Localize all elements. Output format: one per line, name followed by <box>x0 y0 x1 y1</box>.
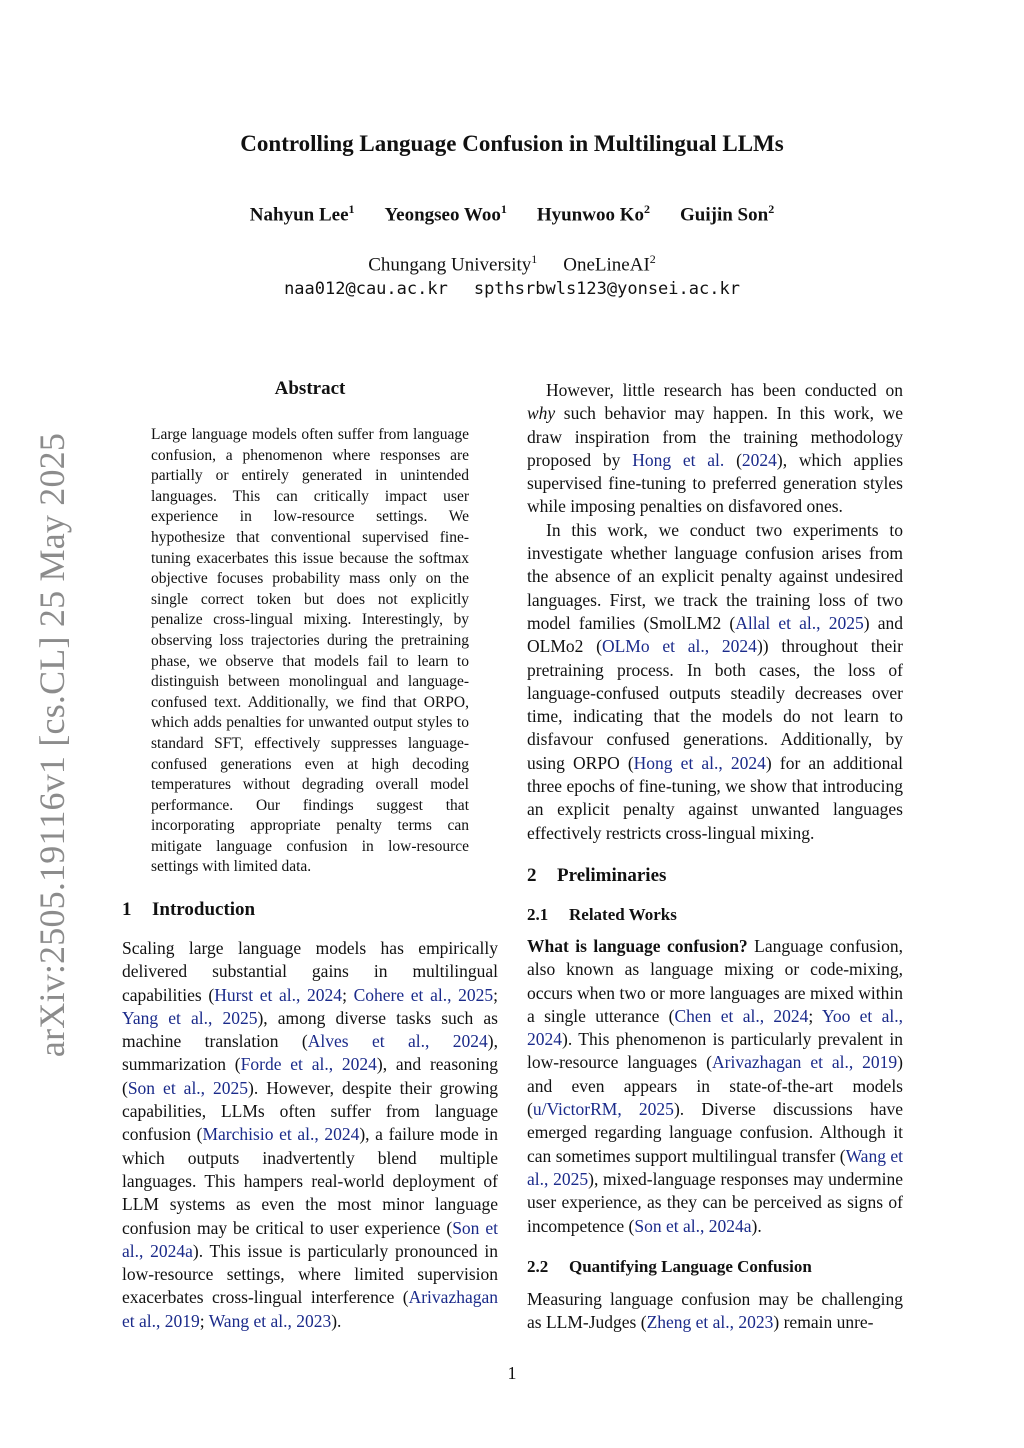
introduction-continued <box>527 379 903 845</box>
abstract-text: Large language models often suffer from language confusion, a phenomenon where responses are partially or entirely generated in unintended languages. This can critically impact user experience in low-resource settings. We hypothesize that conventional supervised fine-tuning exacerbates this issue because the softmax objective focuses probability mass only on the single correct token but does not explicitly penalize cross-lingual mixing. Interestingly, by observing loss trajectories during the pretraining phase, we observe that models fail to learn to distinguish between monolingual and language-confused text. Additionally, we find that ORPO, which adds penalties for unwanted output styles to standard SFT, effectively suppresses language-confused generations even at high decoding temperatures without degrading overall model performance. Our findings suggest that incorporating appropriate penalty terms can mitigate language confusion in low-resource settings with limited data. <box>151 426 469 876</box>
paragraph: However, little research has been conducted on why such behavior may happen. In this work, we draw inspiration from the training methodology proposed by Hong et al. (2024), which applies supervised fine-tuning to preferred generation styles while imposing penalties on disfavored ones. <box>527 380 903 517</box>
author: Hyunwoo Ko$^2$ <box>536 202 650 226</box>
citation-link[interactable]: Wang et al., 2023 <box>208 1310 332 1331</box>
citation-link[interactable]: Hong et al. <box>632 449 725 470</box>
citation-link[interactable]: OLMo et al., 2024 <box>601 636 757 657</box>
author-list <box>0 202 1024 226</box>
citation-link[interactable]: Zheng et al., 2023 <box>646 1312 774 1333</box>
citation-link[interactable]: Yang et al., 2025 <box>122 1007 258 1028</box>
affiliation: OneLineAI$^2$ <box>563 252 656 276</box>
citation-link[interactable]: Arivazhagan et al., 2019 <box>712 1052 898 1073</box>
citation-link[interactable]: Yoo et al., 2024 <box>527 1005 903 1050</box>
section-heading-introduction: 1 Introduction <box>122 899 256 920</box>
author: Guijin Son$^2$ <box>680 202 775 226</box>
abstract-heading: Abstract <box>274 378 346 399</box>
affiliation: Chungang University$^1$ <box>368 252 538 276</box>
author: Yeongseo Woo$^1$ <box>384 202 507 226</box>
citation-link[interactable]: Hong et al., 2024 <box>633 752 766 773</box>
citation-link[interactable]: u/VictorRM, 2025 <box>532 1099 674 1120</box>
introduction-paragraph: Scaling large language models has empirically delivered substantial gains in multilingual capabilities (Hurst et al., 2024; Cohere et al., 2025; Yang et al., 2025), among diverse tasks such as machine translation (Alves et al., 2024), summarization (Forde et al., 2024), and reasoning (Son et al., 2025). However, despite their growing capabilities, LLMs often suffer from language confusion (Marchisio et al., 2024), a failure mode in which outputs inadvertently blend multiple languages. This hampers real-world deployment of LLM systems as even the most minor language confusion may be critical to user experience (Son et al., 2024a). This issue is particularly pronounced in low-resource settings, where limited supervision exacerbates cross-lingual interference (Arivazhagan et al., 2019; Wang et al., 2023). <box>122 938 498 1331</box>
emails <box>0 279 1024 299</box>
citation-link[interactable]: Alves et al., 2024 <box>307 1031 488 1052</box>
citation-link[interactable]: Marchisio et al., 2024 <box>202 1124 360 1145</box>
citation-link[interactable]: Chen et al., 2024 <box>674 1005 809 1026</box>
paragraph-title: What is language confusion? <box>527 936 748 956</box>
subsection-heading-quantifying: 2.2 Quantifying Language Confusion <box>527 1257 812 1276</box>
citation-link[interactable]: 2024 <box>741 449 777 470</box>
paragraph: In this work, we conduct two experiments to investigate whether language confusion arises from the absence of an explicit penalty against undesired languages. First, we track the training loss of two model families (SmolLM2 (Allal et al., 2025) and OLMo2 (OLMo et al., 2024)) throughout their pretraining process. In both cases, the loss of language-confused outputs steadily decreases over time, indicating that the models do not learn to disfavour confused generations. Additionally, by using ORPO (Hong et al., 2024) for an additional three epochs of fine-tuning, we show that introducing an explicit penalty against unwanted languages effectively restricts cross-lingual mixing. <box>527 519 904 843</box>
citation-link[interactable]: Son et al., 2024a <box>634 1215 752 1236</box>
affiliations <box>0 252 1024 276</box>
citation-link[interactable]: Son et al., 2024a <box>122 1217 498 1261</box>
section-heading-preliminaries: 2 Preliminaries <box>527 865 667 886</box>
paper-title: Controlling Language Confusion in Multilingual LLMs <box>240 131 784 156</box>
citation-link[interactable]: Hurst et al., 2024 <box>214 984 343 1005</box>
arxiv-stamp: arXiv:2505.19116v1 [cs.CL] 25 May 2025 <box>32 432 72 1058</box>
citation-link[interactable]: Arivazhagan et al., 2019 <box>122 1287 498 1331</box>
author: Nahyun Lee$^1$ <box>249 202 355 226</box>
subsection-heading-related-works: 2.1 Related Works <box>527 905 677 924</box>
citation-link[interactable]: Wang et al., 2025 <box>527 1145 903 1189</box>
quantifying-paragraph: Measuring language confusion may be challenging as LLM-Judges (Zheng et al., 2023) remain unre- <box>527 1289 903 1333</box>
email[interactable]: spthsrbwls123@yonsei.ac.kr <box>473 279 740 299</box>
citation-link[interactable]: Son et al., 2025 <box>127 1077 249 1098</box>
citation-link[interactable]: Forde et al., 2024 <box>240 1054 377 1075</box>
page-number: 1 <box>507 1363 517 1383</box>
citation-link[interactable]: Allal et al., 2025 <box>735 612 864 633</box>
citation-link[interactable]: Cohere et al., 2025 <box>353 984 494 1005</box>
email[interactable]: naa012@cau.ac.kr <box>284 279 448 299</box>
related-works-paragraph: What is language confusion? Language confusion, also known as language mixing or code-mixing, occurs when two or more languages are mixed within a single utterance (Chen et al., 2024; Yoo et al., 2024). This phenomenon is particularly prevalent in low-resource languages (Arivazhagan et al., 2019) and even appears in state-of-the-art models (u/VictorRM, 2025). Diverse discussions have emerged regarding language confusion. Although it can sometimes support multilingual transfer (Wang et al., 2025), mixed-language responses may undermine user experience, as they can be perceived as signs of incompetence (Son et al., 2024a). <box>527 936 903 1236</box>
